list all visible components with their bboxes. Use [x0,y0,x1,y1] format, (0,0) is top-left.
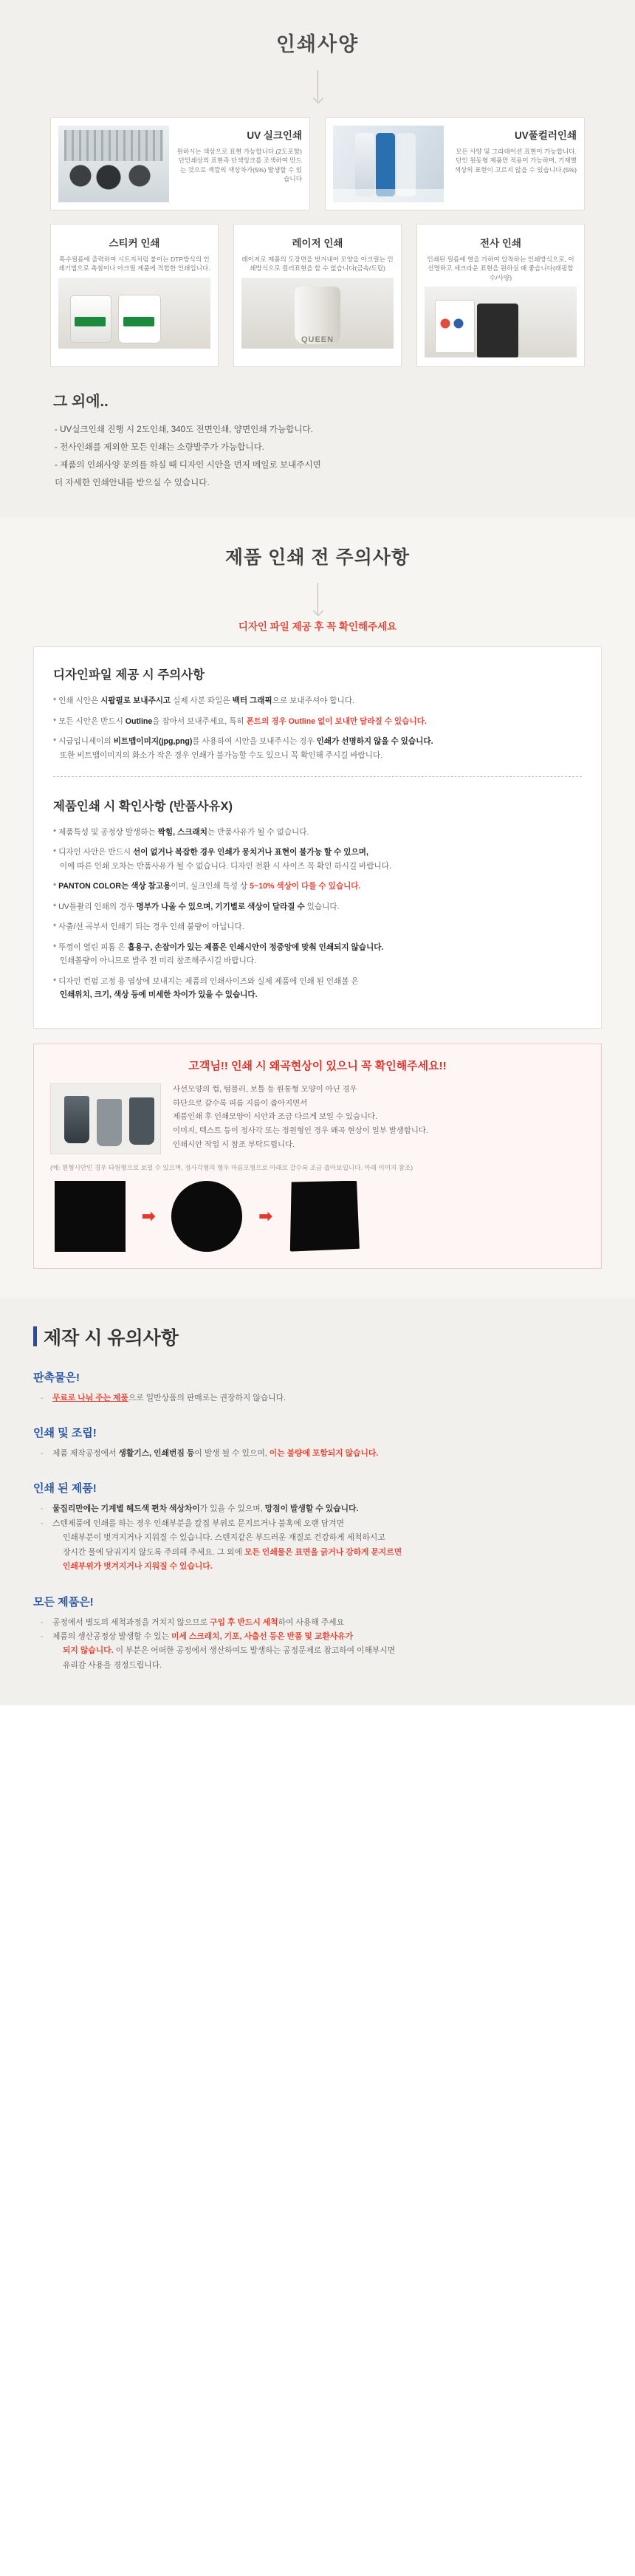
note-line [33,1644,602,1658]
dash-marker: - [41,1393,44,1402]
card-sticker[interactable] [50,224,219,367]
note-heading: 인쇄 및 조립! [33,1427,97,1440]
warning-note: (예: 원형시안인 경우 타원형으로 보일 수 있으며, 정사각형의 형우 마름모형으로 아래로 갈수록 조금 좁아보입니다. 아래 이미지 참조) [50,1163,413,1171]
bullet-item: * 인쇄 시안은 시팝필로 보내주시고 실제 사본 파일은 백터 그래픽으로 보내주셔야 합니다. [53,696,354,706]
bullet-item: * 시급입니세이의 비트맵이미지(jpg,png)를 사용하여 시안을 보내주시는 경우 인쇄가 선명하지 않을 수 있습니다. 또한 비트맵이미지의 화소가 작은 경우 인쇄가 불가능할 수도 있으니 꼭 확인해 주시길 바랍니다. [53,737,433,761]
circle-shape [171,1181,242,1252]
list-item: 더 자세한 인쇄안내를 받으실 수 있습니다. [55,477,210,487]
list-item: 인쇄시안 작업 시 참조 부탁드립니다. [173,1140,295,1149]
photo-sticker [58,278,210,349]
photo-laser [241,278,394,349]
card-row-top [50,117,585,210]
note-line [33,1560,602,1574]
dash-marker: - [41,1449,44,1459]
note-line [33,1447,602,1461]
note-text: 물집리만에는 기계별 헤드색 편차 색상차이가 있을 수 있으며, 망점이 발생할 수 있습니다. [52,1504,359,1514]
note-heading: 모든 제품은! [33,1595,94,1609]
dash-marker: - [41,1617,44,1627]
photo-uv-silk [58,126,169,202]
photo-uv-fullcolor [333,126,444,202]
distortion-warning-box [33,1044,602,1269]
note-text: 제품 제작공정에서 생활기스, 인쇄번짐 등이 발생 될 수 있으며, 이는 불량에 포함되지 않습니다. [52,1449,379,1459]
section-title: 제품 인쇄 전 주의사항 [224,547,411,569]
card-uv-silk[interactable] [50,117,310,210]
list-item: 하단으로 갈수록 피름 지름이 좁아지면서 [173,1099,308,1108]
etc-title: 그 외에.. [53,394,109,411]
bullet-item: * 사출/선 곡부서 인쇄기 되는 경우 인쇄 붙량이 아닙니다. [53,922,244,932]
note-text: 유리감 사용을 경정드립니다. [63,1660,162,1670]
bullet-item: * 제품특성 및 공정상 발생하는 짝힘, 스크래치는 반품사유가 될 수 없습니다. [53,827,309,837]
card-description: 인쇄된 필름에 열을 가하여 압착하는 인쇄방식으로, 이 선명하고 세크라운 표현을 원하실 때 좋습니다(래핑할수/사양) [427,256,574,281]
note-line [33,1502,602,1516]
note-line [33,1616,602,1630]
section-print-spec [0,0,635,518]
etc-block [50,389,585,491]
card-title: UV 실크인쇄 [247,130,302,141]
section-subtitle: 디자인 파일 제공 후 꼭 확인해주세요 [238,621,397,633]
note-block-all-products [33,1594,602,1674]
dash-marker: - [41,1504,44,1514]
note-line [33,1531,602,1545]
note-text: 공정에서 별도의 세척과정을 거치지 않으므로 구입 후 반드시 세척하여 사용해 주세요 [52,1617,345,1627]
divider [53,776,582,777]
note-line [33,1546,602,1560]
dash-marker: - [41,1518,44,1528]
page-title: 인쇄사양 [275,33,360,55]
bullet-item: * 뚜껑이 열린 피톰 은 흡용구, 손잡이가 있는 제품은 인쇄시안이 정중앙에 맞춰 인쇄되지 않습니다. 인쇄볼량이 아니므로 발주 전 미리 참조해주시길 바랍니다. [53,942,384,966]
note-text: 인쇄부분이 벗겨지거나 지워질 수 있습니다. 스텐지같은 부드러운 재질로 건강하게 세척하시고 [63,1533,385,1543]
section-title: 제작 시 유의사항 [33,1323,602,1350]
card-title: UV풀컬러인쇄 [515,130,577,141]
card-description: 모든 사양 및 그라데이션 표현이 가능합니다. 단인 원동형 제품만 적용이 가능하며, 기재별 색상의 표현이 고르지 않을 수 있습니다.(5%) [454,148,577,174]
bullet-item: * 디자인 사안은 반드시 선이 없거나 복잡한 경우 인쇄가 뭉치거나 표현이 불가능 할 수 있으며, 이에 따른 인쇄 오차는 반품사유가 될 수 없습니다. 디자인 전환 시 사이즈 꼭 확인 하시길 바랍니다. [53,848,391,871]
note-text: 장시간 물에 담궈지지 않도록 주의해 주세요. 그 외에 모든 인쇄물은 표면을 긁거나 강하게 문지르면 [63,1547,402,1557]
bullet-item: * 디자인 컨펌 고정 용 엽상에 보내지는 제품의 인쇄사이즈와 실제 제품에 인쇄 된 인쇄볼 은 인쇄위치, 크기, 색상 등에 미세한 차이가 있을 수 있습니다. [53,976,359,1000]
bullet-item: * PANTON COLOR는 색상 참고용이며, 실크인쇄 특성 상 5~10% 색상이 다를 수 있습니다. [53,882,361,891]
list-item: 사선모양의 컵, 텀블러, 보틀 등 원통형 모양이 아닌 경우 [173,1085,357,1094]
bullet-item: * UV틀촬리 인쇄의 경우 명부가 나올 수 있으며, 기기별로 색상이 달라질 수 있습니다. [53,902,340,911]
card-description: 레이저로 제품의 도장면을 벗겨내어 모양을 아크릴는 인쇄방식으로 컬러표현을 할 수 없습니다(금속/도립) [241,256,394,273]
note-line [33,1391,602,1405]
card-title: 스티커 인쇄 [109,238,160,249]
note-text: 되지 않습니다. 이 부분은 어떠한 공정에서 생산하여도 발생하는 공정문제로 참고하여 이해부시면 [63,1646,396,1656]
precaution-panel [33,646,602,1028]
note-block-promo [33,1369,602,1405]
note-text: 제품의 생산공정상 발생할 수 있는 미세 스크래치, 기포, 사출선 등은 반품 및 교환사유가 [52,1631,354,1641]
note-line [33,1659,602,1673]
card-title: 전사 인쇄 [480,238,521,249]
note-text: 무료로 나눠 주는 제품으로 일반상품의 판매로는 권장하지 않습니다. [52,1393,286,1402]
dash-marker: - [41,1631,44,1641]
card-laser[interactable] [233,224,402,367]
list-item: 제품인쇄 후 인쇄모양이 시안과 조금 다르게 보일 수 있습니다. [173,1113,377,1122]
card-title: 레이저 인쇄 [292,238,343,249]
square-shape [55,1181,126,1252]
card-row-bottom [50,224,585,367]
note-block-print-assembly [33,1425,602,1461]
list-item: - UV실크인쇄 진행 시 2도인쇄, 340도 전면인쇄, 양면인쇄 가능합니다. [55,425,313,435]
note-line [33,1517,602,1531]
card-uv-fullcolor[interactable] [325,117,585,210]
etc-list [50,421,585,491]
card-description: 원하시는 색상으로 표현 가능합니다.(2도포함) 단인쇄상의 표현즉 단색잉크를 조색하여 만드는 것으로 색깔의 색상차가(5%) 발생할 수 있습니다 [176,148,302,183]
warning-title: 고객님!! 인쇄 시 왜곡현상이 있으니 꼭 확인해주세요!! [188,1059,447,1072]
section-production-notes [0,1298,635,1706]
list-item: - 제품의 인쇄사양 문의를 하실 때 디자인 시안을 먼저 메일로 보내주시면 [55,459,321,470]
panel-heading-print-check: 제품인쇄 시 확인사항 (반품사유X) [53,799,233,813]
note-heading: 인쇄 된 제품! [33,1482,97,1496]
note-line [33,1630,602,1644]
arrow-right-icon: ➡ [142,1206,156,1225]
distortion-illustration [50,1181,585,1252]
photo-tumbler-group [50,1083,161,1154]
panel-heading-design-file: 디자인파일 제공 시 주의사항 [53,668,205,682]
note-heading: 판촉물은! [33,1371,80,1384]
note-text: 인쇄부위가 벗겨지거나 지워질 수 있습니다. [63,1562,213,1572]
card-description: 톡수필름에 출력하여 시트지처럼 붙이는 DTP방식의 인쇄기법으로 촉칠이나 아크릴 제품에 적합한 인쇄입니다. [58,256,210,273]
warped-square-shape [289,1181,360,1252]
list-item: - 전사인쇄를 제외한 모든 인쇄는 소량발주가 가능합니다. [55,442,265,453]
list-item: 이미지, 텍스트 등이 정사각 또는 정원형인 경우 왜곡 현상이 일부 발생합니다. [173,1127,428,1136]
bullet-item: * 모든 시안은 반드시 Outline을 잡아서 보내주세요, 특히 폰트의 경우 Outline 없이 보내만 달라질 수 있습니다. [53,716,427,726]
note-block-printed-product [33,1480,602,1574]
card-transfer[interactable] [416,224,585,367]
note-text: 스텐제품에 인쇄를 하는 경우 인쇄부분을 칼집 부위로 문지르거나 불혹에 오랜 담겨면 [52,1518,345,1528]
photo-transfer [425,287,577,357]
warning-text-list [173,1083,585,1153]
spec-card-grid [50,117,585,367]
section-precautions [0,518,635,1298]
arrow-right-icon: ➡ [258,1206,272,1225]
